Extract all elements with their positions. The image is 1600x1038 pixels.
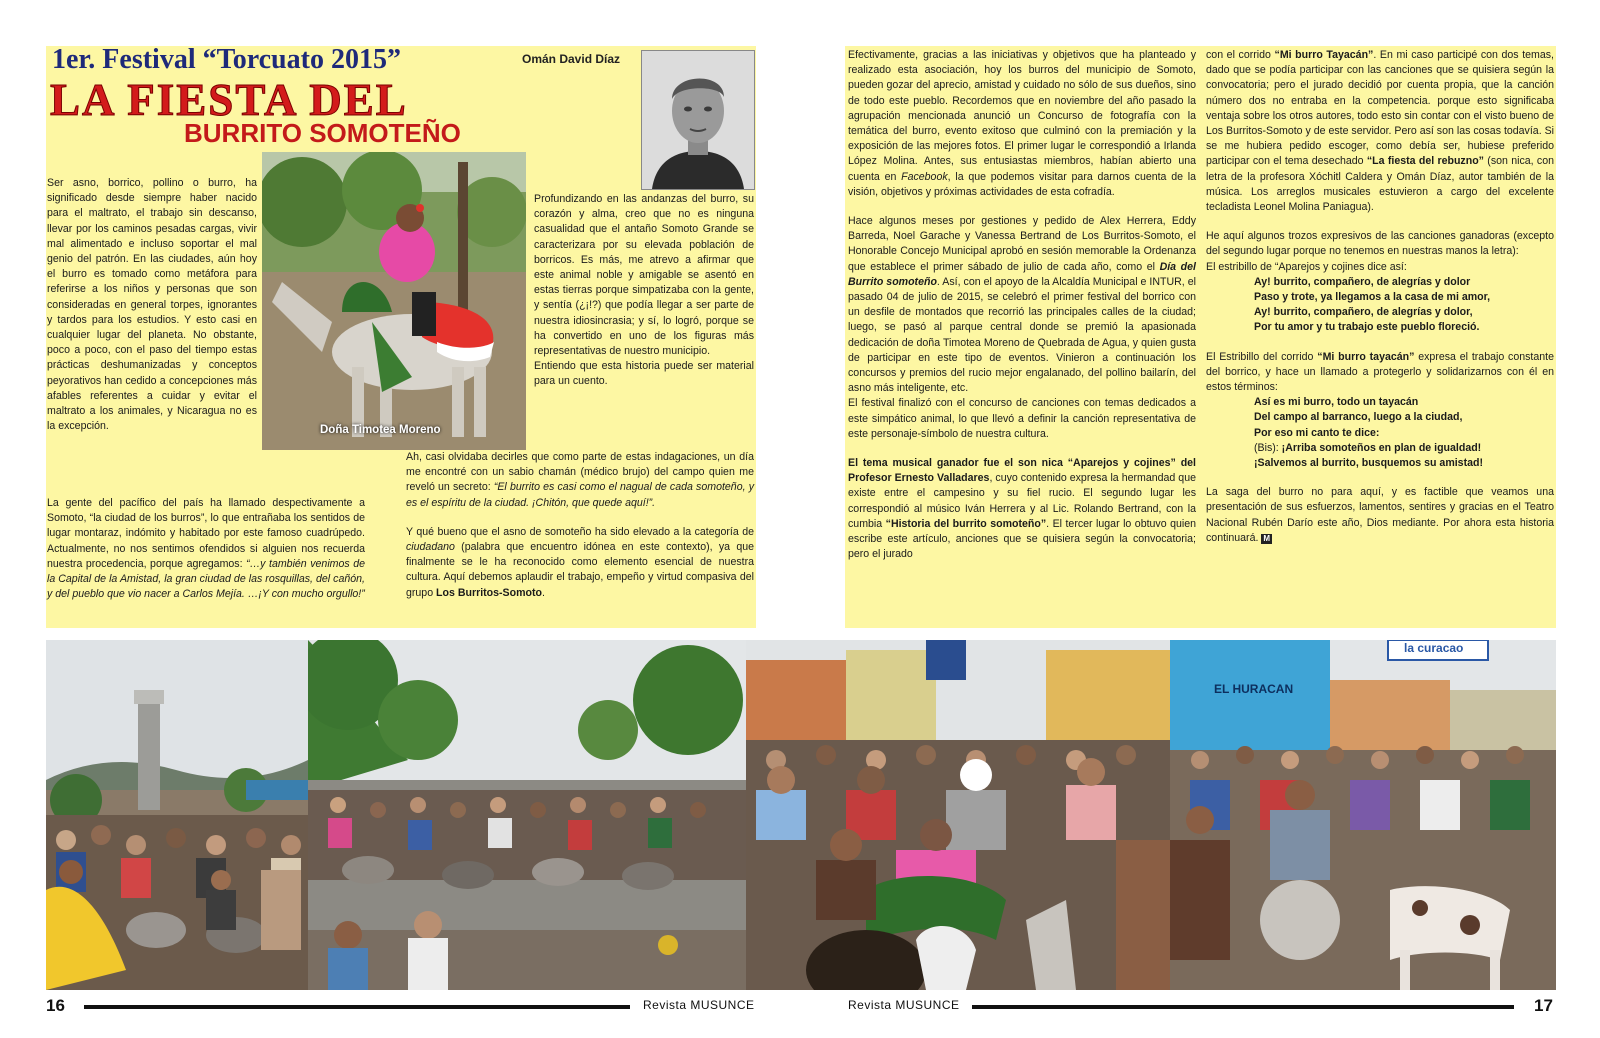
col3-paragraph-4 [848,456,1196,562]
footer-magazine-right: Revista MUSUNCE [848,998,960,1012]
col3-paragraph-1 [848,48,1196,200]
parade-photo-strip [46,640,1556,990]
footer-rule-right [972,1005,1514,1009]
feature-photo-illustration [262,152,526,450]
column-1-continued [47,496,365,602]
col3-paragraph-2 [848,214,1196,396]
article-title: LA FIESTA DEL [50,75,408,125]
col4-p1-b: “Mi burro Tayacán” [1274,49,1374,61]
column-2-continued [406,450,754,601]
col2-paragraph-4 [406,525,754,601]
col3-p1-a: Efectivamente, gracias a las iniciativas y objetivos que ha planteado y realizado esta asociación, hoy los burros del municipio de Somoto, pueden gozar del aprecio, amistad y cuidado no sólo de sus dueños, sino de todo este pueblo. Recordemos que en noviembre del año pasado la agrupación mencionada anunció un Concurso de fotografía con la temática del burro, evento exitoso que culminó con la premiación y la exposición de las mejores fotos. El primer lugar le correspondió a Irlanda López Molina. Antes, sus entusiastas miembros, habían abierto una cuenta en [848,49,1196,183]
col4-p5: La saga del burro no para aquí, y es factible que veamos una presentación de sus esfuerzos, lamentos, sentires y gracias en el Teatro Nacional Rubén Darío este año, Dios mediante. Por ahora esta historia continuará. [1206,486,1554,544]
column-3 [848,48,1196,563]
col3-p4-c: “Historia del burrito somoteño” [885,517,1047,530]
feature-photo-rider-on-donkey [262,152,526,450]
col4-p1-c: . En mi caso participé con dos temas, dado que se podía participar con las canciones que se quisiera según la convocatoria; pero el jurado decidió por cuenta propia, que la canción número dos no entraba en la competencia. porque esto significaba ventaja sobre los otros autores, todo esto sin contar con el visto bueno de Los Burritos-Somoto y de este servidor. Pero así son las cosas todavía. Si se me hubiera pedido escoger, como debía ser, hubiese preferido participar con el tema desechado [1206,49,1554,168]
col2-paragraph-3 [406,450,754,511]
verse-line: Por tu amor y tu trabajo este pueblo floreció. [1254,321,1480,334]
col3-p1-b: Facebook [901,170,948,183]
col3-p4-d: . El tercer lugar lo obtuvo quien escribe este artículo, anciones que se quisiera según la convocatoria; pero el jurado [848,517,1197,561]
col4-p1-a: con el corrido [1206,49,1275,61]
col3-p4-a: El tema musical ganador fue el son nica “Aparejos y cojines” del Profesor Ernesto Valladares [848,457,1196,485]
article-subtitle: BURRITO SOMOTEÑO [184,118,461,148]
column-4 [1206,48,1554,546]
col2-p3-quote: “El burrito es casi como el nagual de cada somoteño, y es el espíritu de la ciudad. ¡Chitón, que quede aquí!”. [406,481,754,509]
col1-paragraph-1: Ser asno, borrico, pollino o burro, ha significado desde siempre haber nacido para el maltrato, el trabajo sin descanso, llevar por los caminos pesadas cargas, vivir mal alimentado e incluso soportar el mal genio del patrón. En las ciudades, aún hoy el burro es tomado como metáfora para referirse a los niños y personas que son consideradas en general torpes, ignorantes y tardos para los estudios. Y esto casi en cualquier lugar del planeta. No obstante, poco a poco, con el paso del tiempo estas prácticas deshumanizadas y conceptos peyorativos han cedido a concepciones más afables referentes a cuidar y evitar el maltrato a los animales, y Nicaragua no es la excepción. [47,177,257,433]
parade-photo-huracan-store [1170,640,1556,990]
col1-p2-text: La gente del pacífico del país ha llamado despectivamente a Somoto, “la ciudad de los burros”, lo que entrañaba los sentidos de lugar montaraz, indómito y habitado por este famoso cuadrúpedo. Actualmente, no nos sentimos ofendidos si alguien nos recuerda nuestra procedencia, porque agregamos: [47,497,365,570]
col3-p2-a: Hace algunos meses por gestiones y pedido de Alex Herrera, Eddy Barreda, Noel Garache y Vanessa Bertrand de Los Burritos-Somoto, el Honorable Concejo Municipal aprobó en sesión memorable la Ordenanza que establece el primer sábado de julio de cada año, como el [848,215,1196,273]
col4-paragraph-3: El estribillo de “Aparejos y cojines dice así: [1206,260,1407,273]
col4-p1-e: (son nica, con letra de la profesora Xóchitl Caldera y Omán Díaz, autor también de la música. Los arreglos musicales estuvieron a cargo del excelente tecladista Leonel Molina Paniagua). [1206,155,1554,214]
page-number-left: 16 [46,996,65,1015]
author-portrait-illustration [642,51,754,189]
col2-p4-b: ciudadano [406,541,455,554]
col4-p4-a: El Estribillo del corrido [1206,350,1318,363]
parade-photo-street-crowd [308,640,746,990]
photo-caption: Doña Timotea Moreno [320,424,441,436]
verse-line: Ay! burrito, compañero, de alegrías y dolor [1254,275,1471,288]
col2-p4-d: Los Burritos-Somoto [436,586,542,599]
end-of-article-mark: M [1263,533,1271,543]
verse-line: Por eso mi canto te dice: [1254,426,1380,439]
col3-p2-c: . Así, con el apoyo de la Alcaldía Municipal e INTUR, el pasado 04 de julio de 2015, se celebró el primer festival del borrico con un desfile de montados que recorrió las principales calles de la ciudad; luego, se pasó al parque central donde se premió la apasionada dedicación de doña Timotea Moreno de Quebrada de Agua, y quien gusta de participar en este tipo de eventos. Vinieron a continuación los concursos y premios del rucio mejor engalanado, del pollino bailarín, del asno más inteligente, etc. [848,275,1196,395]
col4-paragraph-4 [1206,350,1554,396]
shop-sign-curacao: la curacao [1404,641,1464,655]
col3-paragraph-3: El festival finalizó con el concurso de canciones con temas dedicados a este simpático animal, lo que llevó a definir la canción representativa de este personaje-símbolo de nuestra cultura. [848,397,1196,440]
page-number-right: 17 [1534,996,1553,1015]
verse-line: Del campo al barranco, luego a la ciudad, [1254,411,1463,424]
col4-paragraph-2: He aquí algunos trozos expresivos de las canciones ganadoras (excepto del segundo lugar porque no tenemos en nuestras manos la letra): [1206,230,1554,258]
verse-line: Paso y trote, ya llegamos a la casa de mi amor, [1254,291,1491,304]
col2-p4-c: (palabra que encuentro idónea en este contexto), ya que finalmente se le ha reconocido como elemento esencial de nuestra cultura. Aquí debemos aplaudir el trabajo, empeño y virtud compasiva del grupo [406,541,754,599]
col4-paragraph-5 [1206,485,1554,546]
verse-bis-text: ¡Arriba somoteños en plan de igualdad! [1281,441,1482,454]
verse-line: Así es mi burro, todo un tayacán [1254,396,1419,409]
footer-magazine-left: Revista MUSUNCE [643,998,755,1012]
footer-rule-left [84,1005,630,1009]
verse-line: Ay! burrito, compañero, de alegrías y dolor, [1254,306,1473,319]
col4-p4-c: expresa el trabajo constante del borrico, y hace un llamado a protegerlo y solidarizarnos con él en estos términos: [1206,350,1554,394]
verse-line: ¡Salvemos al burrito, busquemos su amistad! [1254,457,1483,470]
shop-sign-huracan: EL HURACAN [1214,682,1294,696]
col4-paragraph-1 [1206,48,1554,215]
col3-p2-b: Día del Burrito somoteño [848,260,1196,288]
parade-photo-1-illustration [46,640,308,990]
col1-paragraph-2 [47,496,365,602]
author-portrait-photo [641,50,755,190]
col3-p1-c: , la que podemos visitar para darnos cuenta de la visión, objetivos y próximas actividades de esta cofradía. [848,170,1196,198]
col1-p2-quote: “…y también venimos de la Capital de la Amistad, la gran ciudad de las rosquillas, del cañón, y del pueblo que vio nacer a Carlos Mejía. …¡Y con mucho orgullo!” [47,557,365,601]
col2-p4-e: . [541,586,545,599]
verse-bis-label: (Bis): [1254,441,1282,454]
col4-p4-b: “Mi burro tayacán” [1317,350,1415,363]
column-1 [47,176,257,448]
col2-p4-a: Y qué bueno que el asno de somoteño ha sido elevado a la categoría de [406,525,754,538]
col2-p3-text: Ah, casi olvidaba decirles que como parte de estas indagaciones, un día me encontré con un sabio chamán (médico brujo) del campo quien me reveló un secreto: [406,451,754,494]
col2-paragraph-2: Entiendo que esta historia puede ser material para un cuento. [534,360,754,388]
col3-p4-b: , cuyo contenido expresa la hermandad que existe entre el campesino y su fiel rucio. El segundo lugar les correspondió al músico Iván Herrera y al Lic. Rolando Bertrand, con la cumbia [848,472,1196,530]
parade-photo-riders [746,640,1170,990]
author-byline: Omán David Díaz [522,52,621,66]
festival-title: 1er. Festival “Torcuato 2015” [52,44,401,75]
verse-line [1254,441,1554,456]
column-2 [534,192,754,404]
parade-photo-2-illustration [308,640,746,990]
parade-photo-clock-tower [46,640,308,990]
parade-photo-3-illustration [746,640,1170,990]
col4-p1-d: “La fiesta del rebuzno” [1366,155,1484,168]
col2-paragraph-1: Profundizando en las andanzas del burro, su corazón y alma, creo que no es ninguna casualidad que el antaño Somoto Grande se caracterizara por su elevada población de borricos. Es más, me atrevo a afirmar que este animal noble y amigable se asentó en estas tierras porque simpatizaba con la gente, y sentía (¿¡!?) que podía llegar a ser parte de nuestra idiosincrasia; y sí, lo logró, porque se ha convertido en uno de los figuras más representativas de nuestro municipio. [534,193,754,358]
